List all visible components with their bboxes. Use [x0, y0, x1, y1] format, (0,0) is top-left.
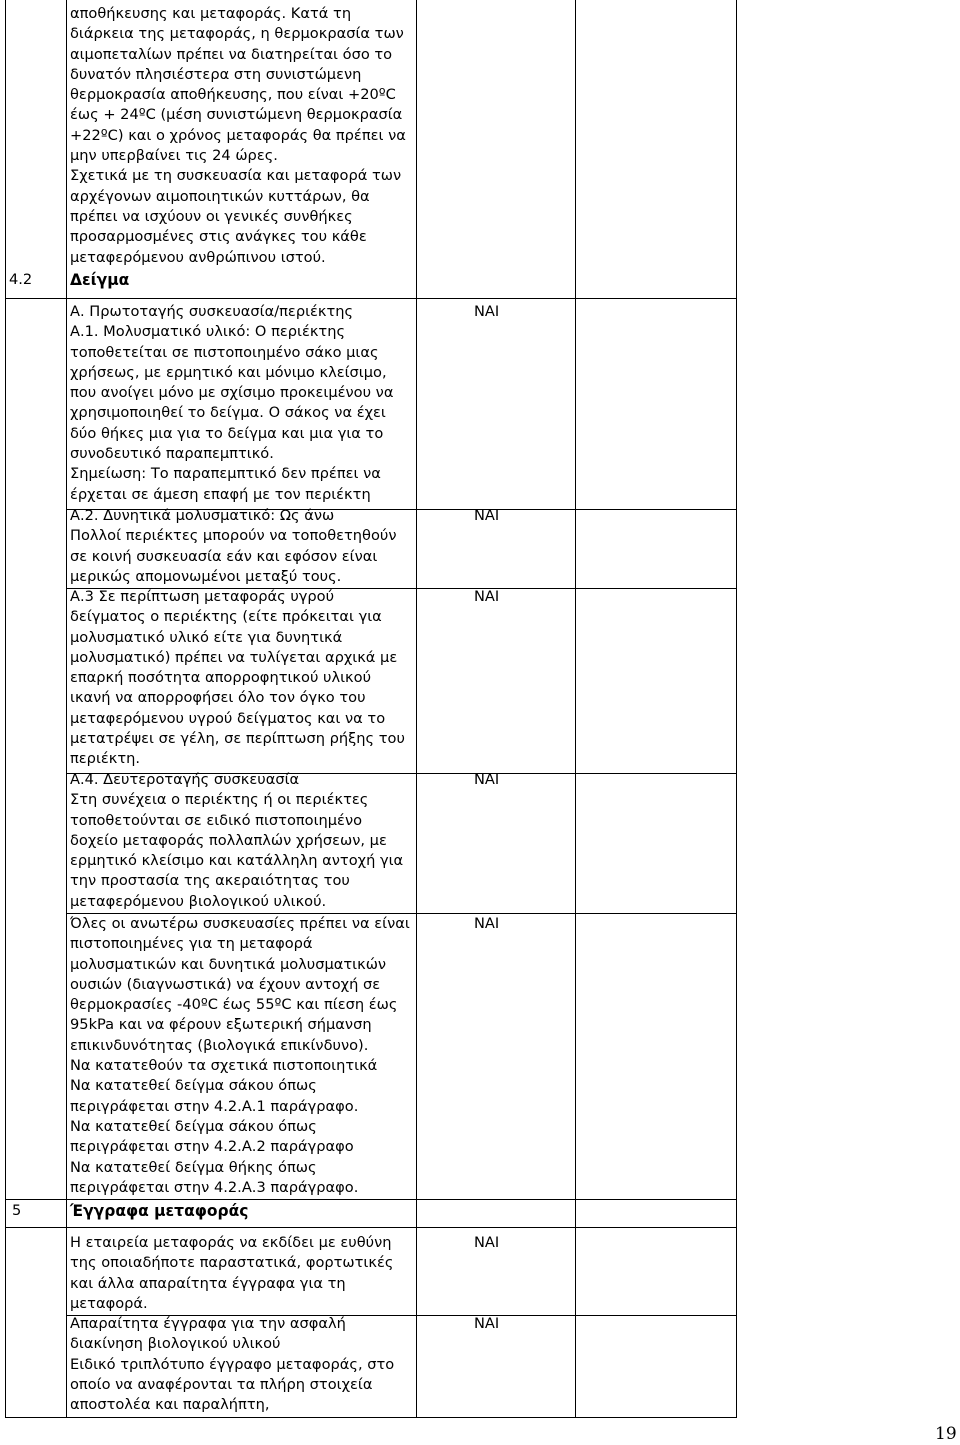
text-line: διακίνηση βιολογικού υλικού [70, 1335, 281, 1353]
text-line: χρησιμοποιηθεί το δείγμα. Ο σάκος να έχει [70, 404, 386, 422]
text-line: Όλες οι ανωτέρω συσκευασίες πρέπει να είναι [70, 915, 410, 932]
text-line: μεταφορά. [70, 1294, 148, 1312]
row-divider [5, 1199, 737, 1200]
text-line: πιστοποιημένες για τη μεταφορά [70, 935, 313, 953]
text-line: περιγράφεται στην 4.2.Α.3 παράγραφο. [70, 1178, 359, 1196]
answer-value: ΝΑΙ [474, 915, 500, 932]
text-line: Α.4. Δευτεροταγής συσκευασία [70, 771, 300, 788]
text-line: θερμοκρασία αποθήκευσης, που είναι +20ºC [70, 86, 396, 104]
text-line: δύο θήκες μια για το δείγμα και μια για το [70, 424, 384, 442]
row-divider [5, 298, 737, 299]
text-line: μολυσματικό υλικό είτε για δυνητικά [70, 628, 343, 646]
documents-row-carrier [70, 1233, 393, 1314]
text-line: έρχεται σε άμεση επαφή με τον περιέκτη [70, 485, 371, 503]
text-line: Ειδικό τριπλότυπο έγγραφο μεταφοράς, στο [70, 1355, 395, 1373]
section-number: 5 [12, 1202, 22, 1219]
text-line: δυνατόν πλησιέστερα στη συνιστώμενη [70, 65, 362, 83]
text-line: επαρκή ποσότητα απορροφητικού υλικού [70, 669, 372, 687]
text-line: οποίο να αναφέρονται τα πλήρη στοιχεία [70, 1375, 373, 1393]
table-divider-number-column [66, 0, 67, 1418]
text-line: της οποιαδήποτε παραστατικά, φορτωτικές [70, 1254, 394, 1272]
text-line: +22ºC) και ο χρόνος μεταφοράς θα πρέπει να [70, 126, 406, 144]
text-line: τοποθετούνται σε ειδικό πιστοποιημένο [70, 811, 363, 829]
section-title: Δείγμα [70, 271, 130, 289]
text-line: μολυσματικό) πρέπει να τυλίγεται αρχικά με [70, 648, 398, 666]
text-line: Α.3 Σε περίπτωση μεταφοράς υγρού [70, 588, 335, 605]
answer-value: ΝΑΙ [474, 1315, 500, 1332]
text-line: δείγματος ο περιέκτης (είτε πρόκειται για [70, 608, 382, 626]
table-border-bottom [5, 1417, 737, 1418]
text-line: την προστασία της ακεραιότητας του [70, 872, 350, 890]
table-divider-notes-column [575, 0, 576, 1418]
table-border-left [5, 0, 6, 1418]
text-line: Πολλοί περιέκτες μπορούν να τοποθετηθούν [70, 527, 397, 545]
text-line: μερικώς απομονωμένοι μεταξύ τους. [70, 567, 342, 585]
text-line: θερμοκρασίες -40ºC έως 55ºC και πίεση έως [70, 996, 398, 1014]
text-line: Να κατατεθεί δείγμα θήκης όπως [70, 1158, 317, 1176]
sample-row-a1 [70, 302, 393, 505]
text-line: χρήσεως, με ερμητικό και μόνιμο κλείσιμο, [70, 363, 387, 381]
text-line: αιμοπεταλίων πρέπει να διατηρείται όσο το [70, 45, 393, 63]
text-line: περιγράφεται στην 4.2.Α.2 παράγραφο [70, 1138, 354, 1156]
text-line: δοχείο μεταφοράς πολλαπλών χρήσεων, με [70, 831, 387, 849]
answer-value: ΝΑΙ [474, 771, 500, 788]
text-line: ικανή να απορροφήσει όλο τον όγκο του [70, 689, 366, 707]
text-line: συνοδευτικό παραπεμπτικό. [70, 445, 274, 463]
text-line: περιγράφεται στην 4.2.Α.1 παράγραφο. [70, 1097, 359, 1115]
text-line: και άλλα απαραίτητα έγγραφα για τη [70, 1274, 346, 1292]
text-line: Σχετικά με τη συσκευασία και μεταφορά των [70, 167, 402, 185]
sample-row-a3 [70, 587, 405, 770]
text-line: αρχέγονων αιμοποιητικών κυττάρων, θα [70, 187, 370, 205]
text-line: μολυσματικών και δυνητικά μολυσματικών [70, 955, 387, 973]
text-line: που ανοίγει μόνο με σχίσιμο προκειμένου να [70, 384, 394, 402]
sample-row-certifications [70, 914, 410, 1198]
answer-value: ΝΑΙ [474, 507, 500, 524]
text-line: τοποθετείται σε πιστοποιημένο σάκο μιας [70, 343, 379, 361]
text-line: σε κοινή συσκευασία εάν και εφόσον είναι [70, 547, 378, 565]
text-line: Απαραίτητα έγγραφα για την ασφαλή [70, 1315, 346, 1332]
answer-value: ΝΑΙ [474, 303, 500, 320]
text-line: μεταφερόμενου ανθρώπινου ιστού. [70, 248, 326, 266]
text-line: ερμητικό κλείσιμο και κατάλληλη αντοχή για [70, 852, 404, 870]
text-line: Α.2. Δυνητικά μολυσματικό: Ως άνω [70, 507, 335, 524]
text-line: Να κατατεθούν τα σχετικά πιστοποιητικά [70, 1057, 378, 1075]
documents-row-required [70, 1314, 394, 1415]
answer-value: ΝΑΙ [474, 1234, 500, 1251]
text-line: μην υπερβαίνει τις 24 ώρες. [70, 147, 278, 165]
text-line: μετατρέψει σε γέλη, σε περίπτωση ρήξης του [70, 730, 405, 748]
table-divider-answer-column [416, 0, 417, 1418]
text-line: αποθήκευσης και μεταφοράς. Κατά τη [70, 5, 352, 22]
text-line: μεταφερόμενου υγρού δείγματος και να το [70, 709, 386, 727]
text-line: αποστολέα και παραλήπτη, [70, 1396, 270, 1414]
text-line: πρέπει να ισχύουν οι γενικές συνθήκες [70, 207, 353, 225]
transport-conditions-text [70, 4, 406, 268]
section-title: Έγγραφα μεταφοράς [70, 1202, 249, 1220]
table-border-right [736, 0, 737, 1418]
sample-row-a2 [70, 506, 397, 587]
text-line: περιέκτη. [70, 750, 141, 768]
text-line: Α. Πρωτοταγής συσκευασία/περιέκτης [70, 303, 354, 320]
text-line: ουσιών (διαγνωστικά) να έχουν αντοχή σε [70, 975, 381, 993]
sample-row-a4 [70, 770, 403, 912]
text-line: έως + 24ºC (μέση συνιστώμενη θερμοκρασία [70, 106, 403, 124]
text-line: μεταφερόμενου βιολογικού υλικού. [70, 892, 327, 910]
text-line: προσαρμοσμένες στις ανάγκες του κάθε [70, 228, 367, 246]
text-line: Να κατατεθεί δείγμα σάκου όπως [70, 1117, 317, 1135]
text-line: Στη συνέχεια ο περιέκτης ή οι περιέκτες [70, 791, 369, 809]
text-line: Να κατατεθεί δείγμα σάκου όπως [70, 1077, 317, 1095]
text-line: Σημείωση: Το παραπεμπτικό δεν πρέπει να [70, 465, 381, 483]
row-divider [5, 1227, 737, 1228]
text-line: επικινδυνότητας (βιολογικά επικίνδυνο). [70, 1036, 369, 1054]
text-line: διάρκεια της μεταφοράς, η θερμοκρασία των [70, 25, 404, 43]
text-line: Η εταιρεία μεταφοράς να εκδίδει με ευθύνη [70, 1234, 392, 1251]
page-number: 19 [935, 1424, 957, 1444]
text-line: 95kPa και να φέρουν εξωτερική σήμανση [70, 1016, 372, 1034]
answer-value: ΝΑΙ [474, 588, 500, 605]
text-line: Α.1. Μολυσματικό υλικό: Ο περιέκτης [70, 323, 346, 341]
section-number: 4.2 [9, 271, 33, 288]
